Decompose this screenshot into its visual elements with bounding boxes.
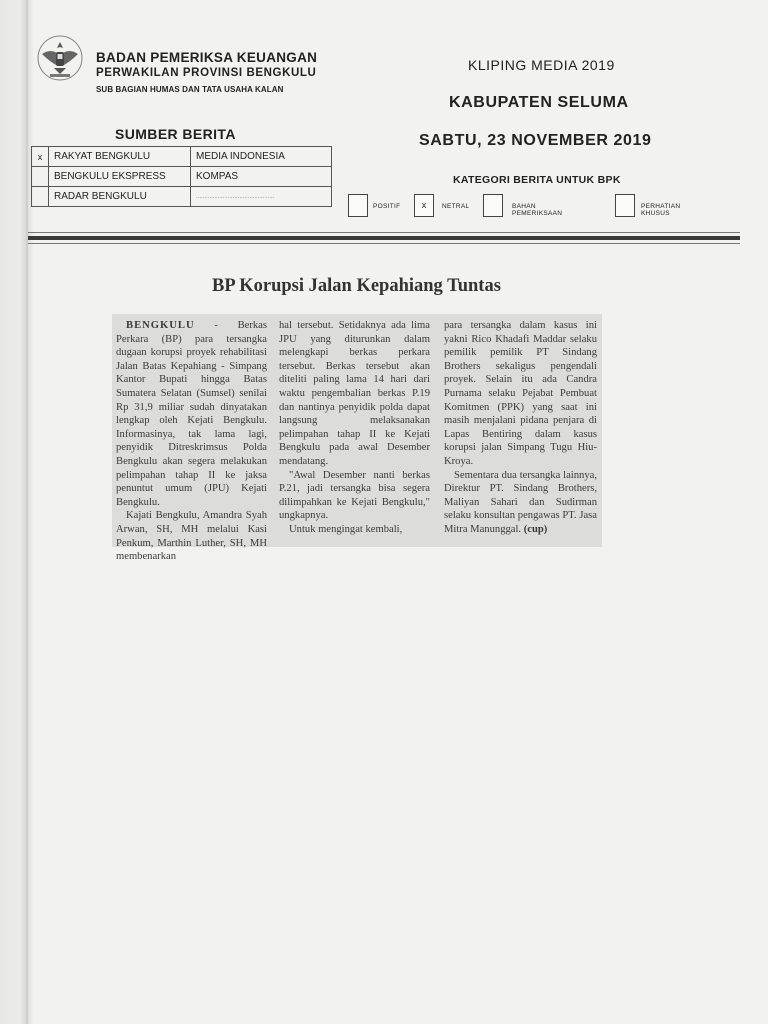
source-name: RAKYAT BENGKULU — [49, 147, 191, 167]
article-paragraph: para tersangka dalam kasus ini yakni Rico Khadafi Maddar selaku pemilik pemilik PT Sindang Brothers sekaligus pengendali proyek. Selain itu ada Candra Purnama selaku Pejabat Pembuat Komitmen (PPK) yang saat ini masih menjalani pidana penjara di Lapas Bentiring dalam kasus korupsi jalan Simpang Tugu Hiu-Kroya. — [444, 320, 597, 467]
source-checkmark[interactable]: x — [32, 147, 49, 167]
category-label: NETRAL — [442, 203, 470, 210]
source-name: BENGKULU EKSPRESS — [49, 167, 191, 187]
category-title: KATEGORI BERITA UNTUK BPK — [453, 174, 621, 186]
source-name: RADAR BENGKULU — [49, 187, 191, 207]
article-paragraph: "Awal Desember nanti berkas P.21, jadi tersangka bisa segera dilimpahkan ke Kejati Bengkulu," ungkapnya. — [279, 469, 430, 522]
source-name-blank: ............................................... — [191, 187, 332, 207]
page-edge-shadow — [26, 0, 28, 1024]
org-name: BADAN PEMERIKSA KEUANGAN — [96, 50, 318, 65]
article-signature: (cup) — [523, 523, 548, 535]
source-checkmark[interactable] — [32, 187, 49, 207]
kliping-label: KLIPING MEDIA 2019 — [468, 57, 615, 73]
article-column-2 — [279, 319, 430, 547]
source-row — [32, 147, 332, 167]
clipping-date: SABTU, 23 NOVEMBER 2019 — [419, 132, 652, 149]
article-paragraph: Untuk mengingat kembali, — [289, 523, 403, 535]
source-checkmark[interactable] — [32, 167, 49, 187]
source-name: KOMPAS — [191, 167, 332, 187]
header-rule — [28, 243, 740, 244]
article-paragraph: Kajati Bengkulu, Amandra Syah Arwan, SH, MH melalui Kasi Penkum, Marthin Luther, SH, MH membenarkan — [116, 510, 267, 563]
org-subdivision: SUB BAGIAN HUMAS DAN TATA USAHA KALAN — [96, 85, 284, 94]
source-table — [31, 146, 332, 207]
source-row — [32, 187, 332, 207]
article-paragraph: - Berkas Perkara (BP) para tersangka dugaan korupsi proyek rehabilitasi Jalan Batas Kepahiang - Simpang Kantor Bupati hingga Batas Sumatera Selatan (Sumsel) senilai Rp 31,9 miliar sudah dinyatakan lengkap oleh Kejati Bengkulu. Informasinya, tak lama lagi, penyidik Ditreskrimsus Polda Bengkulu akan segera melakukan pelimpahan tahap II ke jaksa penuntut umum (JPU) Kejati Bengkulu. — [116, 320, 267, 508]
article-column-3 — [444, 319, 597, 547]
region-title: KABUPATEN SELUMA — [449, 94, 629, 111]
header-rule — [28, 232, 740, 233]
category-checkbox-perhatian-khusus[interactable] — [615, 194, 635, 217]
category-label: POSITIF — [373, 203, 401, 210]
category-checkbox-bahan-pemeriksaan[interactable] — [483, 194, 503, 217]
scan-edge — [0, 0, 34, 1024]
garuda-emblem-icon — [34, 34, 86, 82]
org-representative: PERWAKILAN PROVINSI BENGKULU — [96, 67, 317, 79]
article-headline: BP Korupsi Jalan Kepahiang Tuntas — [212, 276, 501, 296]
source-name: MEDIA INDONESIA — [191, 147, 332, 167]
article-column-1 — [116, 319, 267, 563]
category-checkbox-positif[interactable] — [348, 194, 368, 217]
article-paragraph: hal tersebut. Setidaknya ada lima JPU yang diturunkan dalam melengkapi berkas perkara tersebut. Berkas tersebut akan diteliti paling lama 14 hari dari waktu pengembalian berkas P.19 dan nantinya penyidik polda dapat langsung melaksanakan pelimpahan tahap II ke Kejati Bengkulu pada awal Desember mendatang. — [279, 320, 430, 467]
header-rule-thick — [28, 236, 740, 240]
category-label: PERHATIAN KHUSUS — [641, 203, 681, 217]
article-dateline: BENGKULU — [126, 320, 195, 331]
source-row — [32, 167, 332, 187]
category-label: BAHAN PEMERIKSAAN — [512, 203, 563, 217]
source-title: SUMBER BERITA — [115, 126, 236, 142]
article-paragraph: Sementara dua tersangka lainnya, Direktur PT. Sindang Brothers, Maliyan Sahari dan Sudirman selaku konsultan pengawas PT. Jasa Mitra Manunggal. — [444, 469, 597, 535]
category-checkbox-netral[interactable]: x — [414, 194, 434, 217]
